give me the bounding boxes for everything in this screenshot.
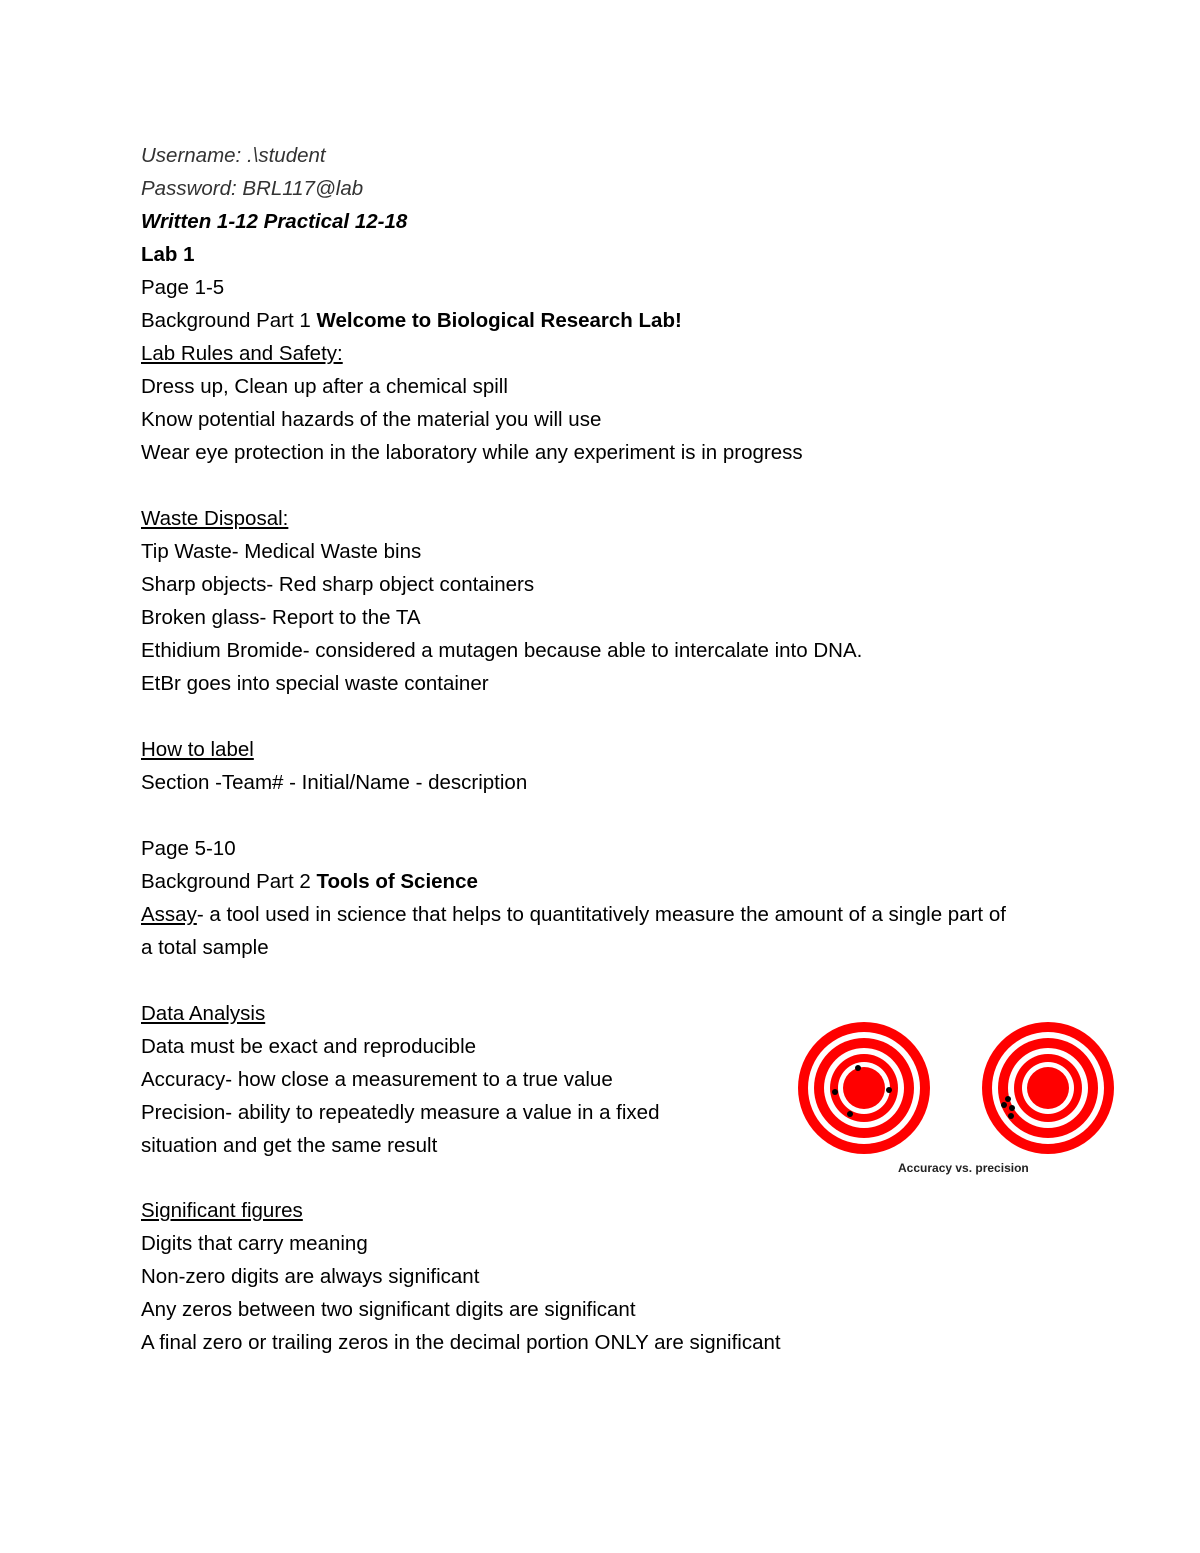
lab-title: Lab 1	[141, 243, 195, 266]
password-line: Password: BRL117@lab	[141, 177, 364, 200]
target-precise	[982, 1022, 1114, 1154]
assay-term: Assay	[141, 903, 197, 926]
background-prefix: Background Part 2	[141, 870, 317, 893]
target-hit	[832, 1089, 838, 1095]
waste-item: EtBr goes into special waste container	[141, 672, 489, 695]
data-analysis-item: Accuracy- how close a measurement to a true value	[141, 1068, 613, 1091]
sig-figs-item: Any zeros between two significant digits are significant	[141, 1298, 636, 1321]
background-part-2	[141, 869, 478, 895]
background-part-1	[141, 308, 682, 334]
target-hit	[1009, 1105, 1015, 1111]
background-title: Welcome to Biological Research Lab!	[316, 309, 682, 332]
waste-item: Ethidium Bromide- considered a mutagen because able to intercalate into DNA.	[141, 639, 863, 662]
sig-figs-item: Non-zero digits are always significant	[141, 1265, 480, 1288]
assay-line-1	[141, 902, 1006, 928]
target-hit	[1008, 1113, 1014, 1119]
sig-figs-heading: Significant figures	[141, 1199, 303, 1222]
label-heading: How to label	[141, 738, 254, 761]
exam-note: Written 1-12 Practical 12-18	[141, 210, 408, 233]
waste-heading: Waste Disposal:	[141, 507, 289, 530]
page-range-1: Page 1-5	[141, 276, 225, 299]
assay-definition: - a tool used in science that helps to quantitatively measure the amount of a single part of	[196, 903, 1006, 926]
lab-rules-heading: Lab Rules and Safety:	[141, 342, 343, 365]
lab-rule-item: Know potential hazards of the material you will use	[141, 408, 602, 431]
figure-caption: Accuracy vs. precision	[898, 1161, 1029, 1175]
sig-figs-item: A final zero or trailing zeros in the decimal portion ONLY are significant	[141, 1331, 781, 1354]
target-hit	[886, 1087, 892, 1093]
data-analysis-heading: Data Analysis	[141, 1002, 266, 1025]
waste-item: Sharp objects- Red sharp object containers	[141, 573, 535, 596]
background-title: Tools of Science	[316, 870, 478, 893]
data-analysis-item: Precision- ability to repeatedly measure a value in a fixed	[141, 1101, 660, 1124]
target-hit	[1001, 1102, 1007, 1108]
waste-item: Tip Waste- Medical Waste bins	[141, 540, 422, 563]
target-hit	[847, 1111, 853, 1117]
sig-figs-item: Digits that carry meaning	[141, 1232, 368, 1255]
page-range-2: Page 5-10	[141, 837, 236, 860]
background-prefix: Background Part 1	[141, 309, 317, 332]
lab-rule-item: Dress up, Clean up after a chemical spill	[141, 375, 508, 398]
waste-item: Broken glass- Report to the TA	[141, 606, 421, 629]
assay-line-2: a total sample	[141, 936, 269, 959]
label-format: Section -Team# - Initial/Name - description	[141, 771, 528, 794]
target-accurate	[798, 1022, 930, 1154]
lab-rule-item: Wear eye protection in the laboratory while any experiment is in progress	[141, 441, 803, 464]
username-line: Username: .\student	[141, 144, 326, 167]
data-analysis-item: Data must be exact and reproducible	[141, 1035, 477, 1058]
target-hit	[855, 1065, 861, 1071]
target-hit	[1005, 1096, 1011, 1102]
data-analysis-item: situation and get the same result	[141, 1134, 438, 1157]
